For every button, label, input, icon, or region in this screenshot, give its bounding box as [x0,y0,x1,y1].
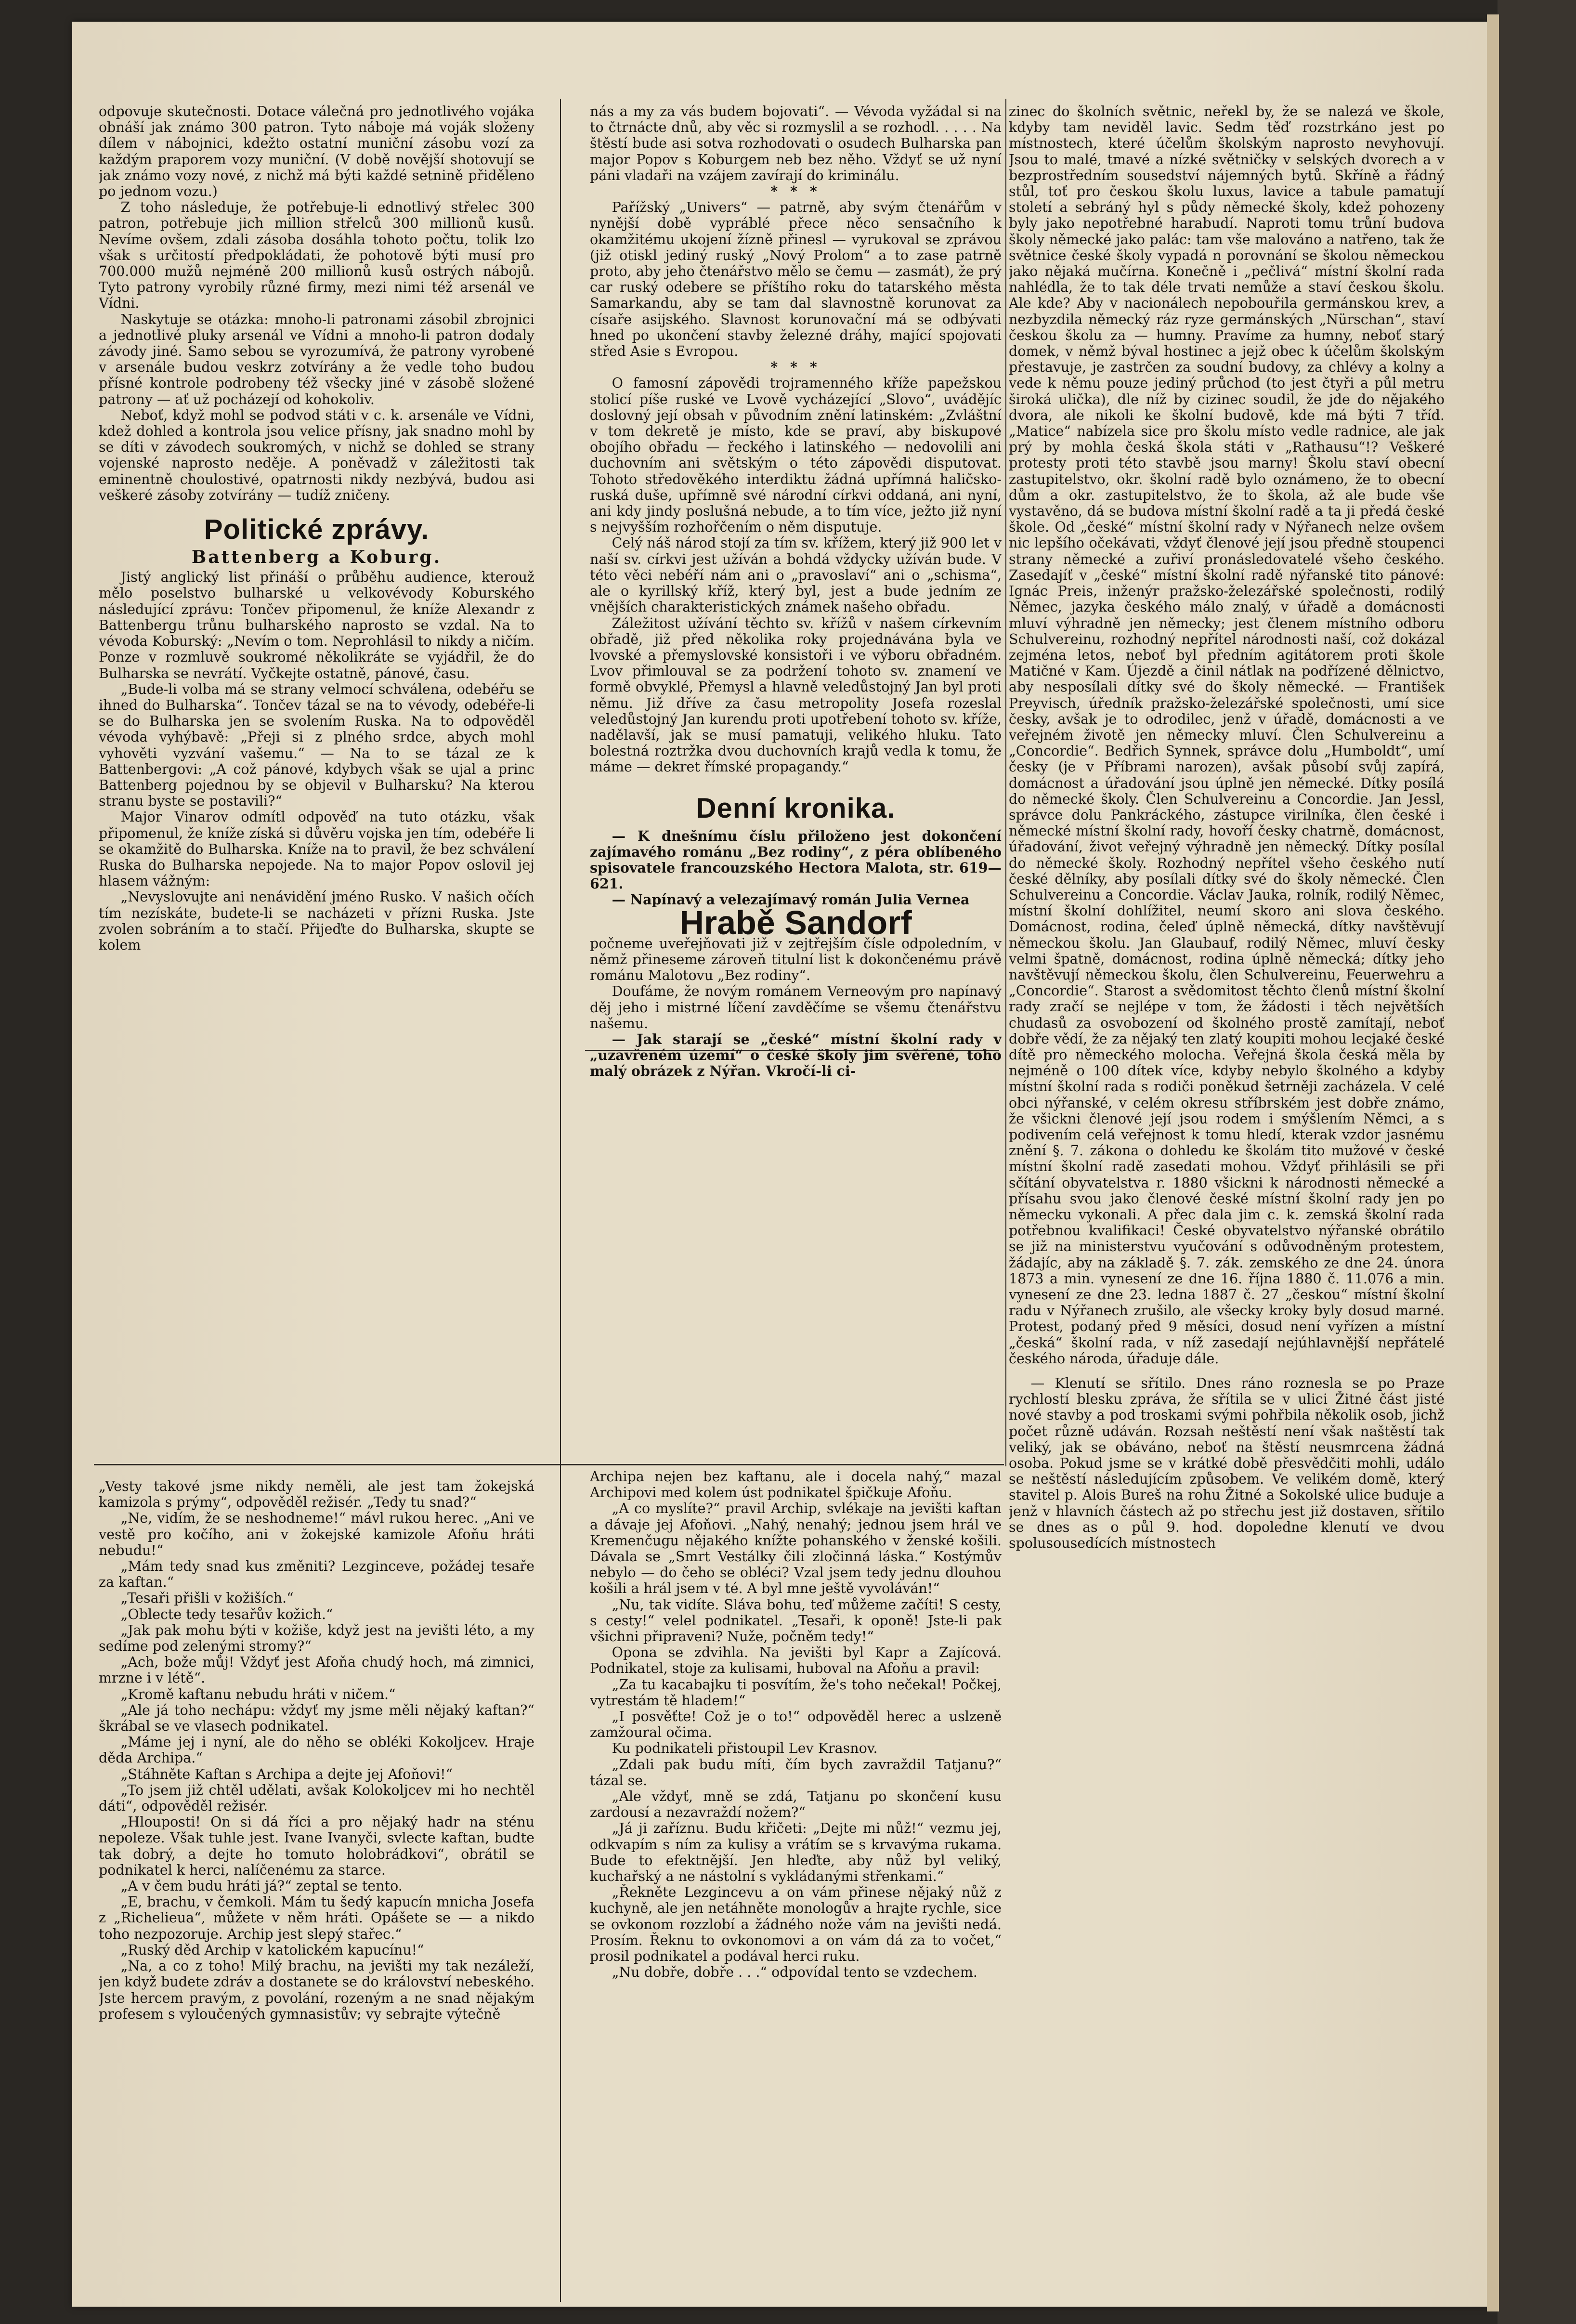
paragraph: Jistý anglický list přináší o průběhu audience, kterouž mělo poselstvo bulharské u velkovévody Koburského následující zprávu: Tončev připomenul, že kníže Alexandr z Battenbergu trůnu bulharského naprosto se vzdal. Na to vévoda Koburský: „Nevím o tom. Neprohlásil to nikdy a ničím. Ponze v rozmluvě soukromé několikráte se vyjádřil, že do Bulharska se nevrátí. Vyčkejte ostatně, pánové, času. [99,569,534,681]
paragraph: Naskytuje se otázka: mnoho-li patronami zásobil zbrojnici a jednotlivé pluky arsenál ve Vídni a mnoho-li patron dodaly závody jiné. Samo sebou se vyrozumívá, že patrony vyrobené v arsenále budou veskrz zotvírány a že vedle toho budou přísné kontrole podrobeny též všecky jiné v zásobě složené patrony — ať už pocházejí od kohokoliv. [99,311,534,407]
dialogue-line: „Ale vždyť, mně se zdá, Tatjanu po skončení kusu zardousí a nezavraždí nožem?“ [590,1789,1002,1821]
dialogue-line: „E, brachu, v čemkoli. Mám tu šedý kapucín mnicha Josefa z „Richelieua“, můžete v něm hráti. Opášete se — a nikdo toho nezpozoruje. Archip jest slepý stařec.“ [99,1894,534,1942]
section-title: Politické zprávy. [204,514,430,546]
paragraph: Pařížský „Univers“ — patrně, aby svým čtenářům v nynější době vypráblé přece něco sensačního k okamžitému ukojení žízně přinesl — vyrukoval se zprávou (již otiskl jediný ruský „Nový Prolom“ a to zase patrně proto, aby jeho čtenářstvo mělo se čemu — zasmát), že prý car ruský odebere se příštího roku do tatarského města Samarkandu, aby se tam dal slavnostně korunovat za císaře asijského. Slavnost korunovační má se odbývati hned po ukončení stavby železné dráhy, mající spojovati střed Asie s Evropou. [590,199,1002,360]
paragraph: odpovuje skutečnosti. Dotace válečná pro jednotlivého vojáka obnáší jak známo 300 patron. Tyto náboje má voják složeny dílem v nábojnici, kdežto ostatní muniční zásobu vozí za každým praporem vozy muniční. (V době novější shotovují se jak známo vozy nové, z nichž má býti každé setnině přiděleno po jednom vozu.) [99,104,534,200]
notice: — Napínavý a velezajímavý román Julia Vernea [612,891,970,908]
notice: — K dnešnímu číslu přiloženo jest dokončení zajímavého románu „Bez rodiny“, z péra oblíbeného spisovatele francouzského Hectora Malota, str. 619—621. [590,827,1002,892]
column-rule [560,1469,561,2302]
column-3 [1009,104,1445,2299]
dialogue-line: „A co myslíte?“ pravil Archip, svlékaje na jevišti kaftan a dávaje jej Afoňovi. „Nahý, nenahý; jednou jsem hrál ve Kremenčugu nějakého knížte pohanského v ženské košili. Dávala se „Smrt Vestálky čili zločinná láska.“ Kostýmův nebylo — do čeho se obléci? Vzal jsem tedy jednu dlouhou košili a hrál jsem v té. A byl mne ještě vyvoláván!“ [590,1501,1002,1597]
dialogue-line: „Zdali pak budu míti, čím bych zavraždil Tatjanu?“ tázal se. [590,1756,1002,1789]
dialogue-line: „Nu dobře, dobře . . .“ odpovídal tento se vzdechem. [612,1964,977,1981]
dialogue-line: Ku podnikateli přistoupil Lev Krasnov. [612,1740,878,1757]
paragraph: Doufáme, že novým románem Verneovým pro napínavý děj jeho i mistrné líčení zavděčíme se všemu čtenářstvu našemu. [590,983,1002,1031]
dialogue-line: „Řekněte Lezgincevu a on vám přinese nějaký nůž z kuchyně, ale jen netáhněte monologův a hrajte rychle, sice se ovkonom rozzlobí a žádného nože vám na jevišti nedá. Prosím. Řeknu to ovkonomovi a on vám dá za to vočet,“ prosil podnikatel a podával herci ruku. [590,1884,1002,1965]
paragraph: Major Vinarov odmítl odpověď na tuto otázku, však připomenul, že kníže získá si důvěru vojska jen tím, odebéře li se okamžitě do Bulharska. Kníže na to pravil, že bez schválení Ruska do Bulharska nepojede. Na to major Popov oslovil jej hlasem vážným: [99,809,534,889]
page-edge [1487,14,1499,2311]
dialogue-line: „Hlouposti! On si dá říci a pro nějaký hadr na sténu nepoleze. Však tuhle jest. Ivane Ivanyči, svlecte kaftan, budte tak dobrý, a dejte ho tomuto holobrádkovi“, obrátil se podnikatel k herci, nalíčenému za starce. [99,1814,534,1878]
paragraph: Z toho následuje, že potřebuje-li ednotlivý střelec 300 patron, potřebuje jich million střelců 300 millionů kusů. Nevíme ovšem, zdali zásoba dosáhla tohoto počtu, tolik lzo však s určitostí předpokládati, že pohotově býti musí pro 700.000 mužů nejméně 200 millionů kusů ostrých nábojů. Tyto patrony vyrobily různé firmy, mezi nimi též arsenál ve Vídni. [99,199,534,312]
article-title: Battenberg a Koburg. [191,547,442,568]
paragraph: — Jak starají se „české“ místní školní rady v „uzavřeném území“ o české školy jim svěřené, toho malý obrázek z Nýřan. Vkročí-li ci- [590,1031,1002,1080]
paragraph: „Nevyslovujte ani nenávidění jméno Rusko. V našich očích tím nezískáte, budete-li se nacházeti v přízni Ruska. Jste zvolen sobráním a to stačí. Přijeďte do Bulharska, skupte se kolem [99,889,534,953]
dialogue-line: „Ale já toho nechápu: vždyť my jsme měli nějaký kaftan?“ škrábal se ve vlasech podnikatel. [99,1702,534,1735]
dialogue-line: „Ruský děd Archip v katolickém kapucínu!“ [120,1942,424,1958]
paragraph: zinec do školních světnic, neřekl by, že se nalezá ve škole, kdyby tam neviděl lavic. Sedm těď rozstrkáno jest po místnostech, které účelům školským naprosto nevyhovují. Jsou to malé, tmavé a nízké světničky v selských dvorech a v bezprostředním sousedství nájemných bytů. Skříně a řádný stůl, toť pro českou školu luxus, lavice a tabule pamatují století a sebráný hyl s půdy německé školy, kdež pohozeny byly jako nepotřebné harabudí. Naproti tomu trůní budova školy německé jako palác: tam vše malováno a natřeno, tak že světnice české školy vypadá n porovnání se školou německou jako nějaká mučírna. Konečně i „pečlivá“ místní školní rada nahlédla, že to tak déle trvati nemůže a staví českou školu. Ale kde? Aby v nacionálech nepobouřila germánskou krev, a nezbyzdila německý ráz ryze germánských „Nürschan“, staví českou školu za — humny. Pravíme za humny, neboť starý domek, v němž býval hostinec a jejž obec k účelům školským přestavuje, je zastrčen za soudní budovy, za chlévy a kolny a vede k němu pouze jediný průchod (to jest čtyři a půl metru široká ulička), dle níž by cizinec soudil, že jde do nějakého dvora, ale nikoli ke školní budově, kde má býti 7 tříd. „Matice“ nabízela sice pro školu místo vedle radnice, ale jak prý by mohla česká škola státi v „Rathausu“!? Veškeré protesty proti této stavbě jsou marny! Školu staví obecní zastupitelstvo, okr. školní radě bylo oznámeno, že to obecní dům a okr. zastupitelstvo, že to škola, až ale bude vše vystavěno, dá se budova místní školní radě a ta ji předá české škole. Od „české“ místní školní rady v Nýřanech nelze ovšem nic lepšího očekávati, vždyť členové její jsou předně stoupenci strany německé a zuřiví pronásledovatelé všeho českého. Zasedajíť v „české“ místní školní radě nýřanské tito pánové: Ignác Preis, inženýr pražsko-železářské společnosti, rodilý Němec, jazyka českého málo znalý, v úřadě a domácnosti mluví výhradně jen německy; jest členem místního odboru Schulvereinu, rozhodný nepřítel národnosti naší, což dokázal zejména letos, neboť byl předním agitátorem proti škole Matičné v Kam. Újezdě a činil nátlak na podřízené dělnictvo, aby nesposílali dítky své do školy německé. — František Preyvisch, úředník pražsko-železářské společnosti, umí sice česky, avšak je to odrodilec, jenž v úřadě, domácnosti a ve veřejném životě jen německy mluví. Člen Schulvereinu a „Concordie“. Bedřich Synnek, správce dolu „Humboldt“, umí česky (je v Příbrami narozen), avšak působí svůj zapírá, domácnost a úřadování jsou úplně jen německé. Dítky posílá do německé školy. Člen Schulvereinu a Concordie. Jan Jessl, správce dolu Pankráckého, zástupce virilníka, člen české i německé místní školní rady, hovoří česky chatrně, domácnost, úřadování, život veřejný výhradně jen německý. Dítky posílal do německé školy. Rozhodný nepřítel všeho českého nutí české dělníky, aby posílali dítky své do školy německé. Člen Schulvereinu a Concordie. Václav Jauka, rolník, rodilý Němec, místní školní dohlížitel, neumí skoro ani slova českého. Domácnost, rodina, čeleď úplně německá, dítky navštěvují německou školu. Jan Glaubauf, rodilý Němec, mluví česky velmi špatně, domácnost, rodina úplně německá; dítky jeho navštěvují německou školu, člen Schulvereinu, Feuerwehru a „Concordie“. Starost a svědomitost těchto členů místní školní rady zračí se nejlépe v tom, že žádosti i těch největších chudasů za osvobození od školného prostě zamítají, neboť dobře vědí, že za nějaký ten zlatý koupiti mohou lecjaké české dítě pro německého molocha. Veřejná škola česká měla by nejméně o 100 dítek více, kdyby nebylo školného a kdyby místní školní rada s rodiči poněkud šetrněji zacházela. V celé obci nýřanské, v celém okresu stříbrském jest dobře známo, že všickni členové její jsou rodem i smýšlením Němci, a s podivením celá veřejnost k tomu hledí, kterak vzdor jasnému znění §. 7. zákona o dohledu ke školám tito mužové v české místní školní radě zasedati mohou. Vždyť přihlásili se při sčítání obyvatelstva r. 1880 všickni k národnosti německé a přísahu svou jako členové české místní školní rady jen po německu vykonali. A přec dala jim c. k. zemská školní rada potřebnou kvalifikaci! České obyvatelstvo nýřanské obrátilo se již na ministerstvu vyučování s odůvodněným protestem, žádajíc, aby na základě §. 7. zák. zemského ze dne 24. února 1873 a min. vynesení ze dne 16. října 1880 č. 11.076 a min. vynesení ze dne 23. ledna 1887 č. 27 „českou“ místní školní radu v Nýřanech zrušilo, ale všecky kroky byly dosud marné. Protest, podaný před 9 měsíci, dosud není vyřízen a místní „česká“ školní rada, v níž zasedají nejúhlavnější nepřátelé českého národa, úřaduje dále. [1009,104,1445,1367]
paragraph: O famosní zápovědi trojramenného kříže papežskou stolicí píše ruské ve Lvově vycházející „Slovo“, uvádějíc doslovný její obsah v původním znění latinském: „Zvláštní v tom dekretě je místo, kde se praví, aby biskupové obojího obřadu — řeckého i latinského — nedovolili ani duchovním ani světským o této zápovědi disputovat. Tohoto středověkého interdiktu žádná upřímná haličsko-ruská duše, upřímně své národní církvi oddaná, ani nyní, ani kdy jindy poslušná nebude, a to tím více, ježto již nyní s nejvyšším rozhořčením o něm disputuje. [590,375,1002,535]
separator-stars: * * * [770,183,821,200]
column-1 [99,104,534,1471]
dialogue-line: „Na, a co z toho! Milý brachu, na jevišti my tak nezáleží, jen když budete zdráv a dostanete se do království nebeského. Jste hercem pravým, z povolání, rozeným a ne snad nějakým profesem s vyloučených gymnasistův; vy sebrajte výtečně [99,1958,534,2022]
separator-stars: * * * [770,359,821,376]
feuilleton-column-2 [590,1469,1002,2297]
dialogue-line: „Jak pak mohu býti v kožiše, když jest na jevišti léto, a my sedíme pod zelenými stromy?“ [99,1622,534,1655]
dialogue-line: „Stáhněte Kaftan s Archipa a dejte jej Afoňovi!“ [120,1766,453,1782]
dialogue-line: „To jsem již chtěl udělati, avšak Kolokoljcev mi ho nechtěl dáti“, odpověděl režisér. [99,1782,534,1815]
dialogue-line: „Nu, tak vidíte. Sláva bohu, teď můžeme začíti! S cesty, s cesty!“ velel podnikatel. „Tesaři, k oponě! Jste-li pak všichni připraveni? Nuže, počněm tedy!“ [590,1596,1002,1645]
dialogue-line: Opona se zdvihla. Na jevišti byl Kapr a Zajícová. Podnikatel, stoje za kulisami, huboval na Afoňu a pravil: [590,1645,1002,1677]
paragraph: „Bude-li volba má se strany velmocí schválena, odebéřu se ihned do Bulharska“. Tončev tázal se na to vévody, odebéře-li se do Bulharska jen se svolením Ruska. Na to odpověděl vévoda vyhýbavě: „Přeji si z plného srdce, abych mohl vyhověti vyzvání vašemu.“ — Na to se tázal ze k Battenbergovi: „A což pánové, kdybych však se ujal a princ Battenberg pojednou by se objevil v Bulharsku? Na kterou stranu byste se postavili?“ [99,681,534,809]
dialogue-line: „Ne, vidím, že se neshodneme!“ mávl rukou herec. „Ani ve vestě pro kočího, ani v žokejské kamizole Afoňu hráti nebudu!“ [99,1510,534,1558]
dialogue-line: „Máme jej i nyní, ale do něho se obléki Kokoljcev. Hraje děda Archipa.“ [99,1734,534,1766]
dialogue-line: „Tesaři přišli v kožiších.“ [120,1590,294,1606]
novel-title: Hrabě Sandorf [679,903,912,941]
dialogue-line: Archipa nejen bez kaftanu, ale i docela nahý,“ mazal Archipovi med kolem úst podnikatel špičkuje Afoňu. [590,1469,1002,1501]
column-2 [590,104,1002,1454]
paragraph: Záležitost užívání těchto sv. křížů v našem církevním obřadě, již před několika roky projednávána byla ve lvovské a přemyslovské konsistoři i ve výboru obřadném. Lvov přimlouval se za podržení tohoto sv. znamení ve formě obvyklé, Přemysl a hlavně veledůstojný Jan byl proti němu. Již dříve za času metropolity Josefa rozeslal veledůstojný Jan kurendu proti upotřebení tohoto sv. kříže, nadělavší, jak se musí pamatuji, velikého hluku. Tato bolestná roztržka dvou duchovních krajů vedla k tomu, že máme — dekret římské propagandy.“ [590,615,1002,775]
dialogue-line: „Mám tedy snad kus změniti? Lezginceve, požádej tesaře za kaftan.“ [99,1558,534,1591]
paragraph: Celý náš národ stojí za tím sv. křížem, který již 900 let v naší sv. církvi jest užíván a bohdá vždycky užíván bude. V této věci nebéří nám ani o „pravoslaví“ ani o „schisma“, ale o kyrillský kříž, který byl, jest a bude jedním ze vnějších charakteristických známek našeho obřadu. [590,535,1002,615]
dialogue-line: „Kromě kaftanu nebudu hráti v ničem.“ [120,1686,396,1702]
column-rule [560,99,561,1474]
paragraph: Neboť, když mohl se podvod státi v c. k. arsenále ve Vídni, kdež dohled a kontrola jsou velice přísny, jak snadno mohl by se díti v závodech soukromých, v nichž se dohled se strany vojenské naprosto neděje. A poněvadž v záležitosti tak eminentně choulostivé, opatrnosti nikdy nezbývá, budou asi veškeré zásoby zotvírány — tudíž zničeny. [99,407,534,503]
dialogue-line: „Já ji zaříznu. Budu křičeti: „Dejte mi nůž!“ vezmu jej, odkvapím s ním za kulisy a vrátím se s krvavýma rukama. Bude to efektnější. Jen hleďte, aby nůž byl veliký, kuchařský a ne nástolní s vykládanými střenkami.“ [590,1820,1002,1885]
scanner-background [1498,0,1576,2324]
dialogue-line: „Oblecte tedy tesařův kožich.“ [120,1606,333,1622]
paragraph: počneme uveřejňovati již v zejtřejším čísle odpoledním, v němž přineseme zároveň titulní list k dokončenému právě románu Malotovu „Bez rodiny“. [590,935,1002,984]
paragraph: nás a my za vás budem bojovati“. — Vévoda vyžádal si na to čtrnácte dnů, aby věc si rozmyslil a se rozhodl. . . . . Na štěstí bude asi sotva rozhodovati o osudech Bulharska pan major Popov s Koburgem neb bez něho. Vždyť se už nyní páni vladaři na vzájem zavírají do kriminálu. [590,104,1002,183]
dialogue-line: „Vesty takové jsme nikdy neměli, ale jest tam žokejská kamizola s prýmy“, odpověděl režisér. „Tedy tu snad?“ [99,1478,534,1511]
paragraph: — Klenutí se sřítilo. Dnes ráno roznesla se po Praze rychlostí blesku zpráva, že sřítila se v ulici Žitné část jisté nové stavby a pod troskami svými pohřbila několik osob, jichž počet různě udáván. Rozsah neštěstí není však naštěstí tak veliký, jak se obáváno, neboť na štěstí neusmrcena žádná osoba. Pokud jsme se v krátké době přesvědčiti mohli, událo se neštěstí následujícím způsobem. Ve velikém domě, který stavitel p. Alois Bureš na rohu Žitné a Sokolské ulice buduje a jenž v hlavních částech až po střechu jest již dostaven, sřítilo se dnes as o půl 9. hod. dopoledne klenutí ve dvou spolusousedících místnostech [1009,1375,1445,1552]
dialogue-line: „A v čem budu hráti já?“ zeptal se tento. [120,1878,403,1894]
dialogue-line: „Ach, bože můj! Vždyť jest Afoňa chudý hoch, má zimnici, mrzne i v létě“. [99,1654,534,1686]
section-title: Denní kronika. [696,792,896,824]
column-rule [1005,99,1006,1466]
dialogue-line: „I posvěťte! Což je o to!“ odpověděl herec a uslzeně zamžoural očima. [590,1709,1002,1741]
feuilleton-column-1 [99,1478,534,2297]
dialogue-line: „Za tu kacabajku ti posvítím, že's toho nečekal! Počkej, vytrestám tě hladem!“ [590,1676,1002,1709]
